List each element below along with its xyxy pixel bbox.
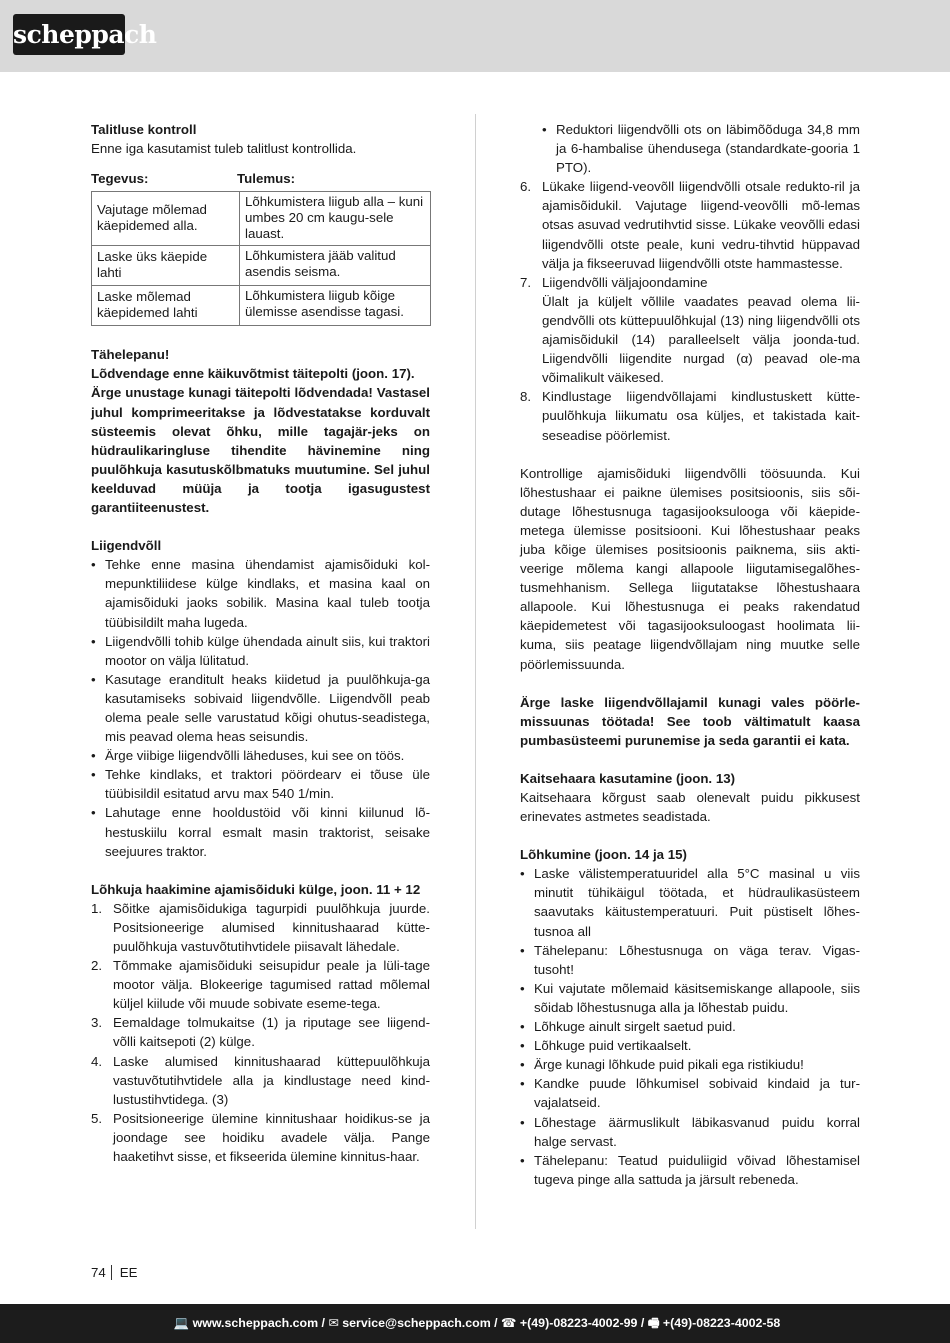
- table-cell: Laske mõlemad käepidemed lahti: [92, 286, 240, 326]
- item-number: 6.: [520, 179, 532, 195]
- table-row: [92, 246, 431, 286]
- list-item: • Tähelepanu: Teatud puiduliigid võivad lõhestamisel tugeva pinge alla sattuda ja järsult rebeneda.: [520, 1151, 860, 1189]
- section-title-splitting: Lõhkumine (joon. 14 ja 15): [520, 847, 687, 863]
- direction-check-text: Kontrollige ajamisõiduki liigendvõlli töösuunda. Kui lõhestushaar ei paikne ülemises positsioonis, siis sõi-dutage lõhestusnuga tagasijooksulooga või käepide-metega ülemisse positsiooni. Kui lõhestushaar peaks juba kõige ülemises positsioonis paiknema, siis akti-veerige mõlema kangi allapoole liigutamisegalõhes-tusmehhanism. Sellega liigutatakse lõhestushaara allapoole. Kui lõhestusnuga ei peaks rakendatud käepidemetest või tagasijooksuloogast hoolimata lii-kuma, siis peatage liigendvõllajam ning muutke selle pöörlemissuunda.: [520, 465, 860, 672]
- list-item: • Ärge kunagi lõhkude puid pikali ega ristikiudu!: [520, 1055, 860, 1074]
- table-cell: Vajutage mõlemad käepidemed alla.: [92, 192, 240, 246]
- page-number-separator: [111, 1265, 112, 1280]
- item-text: Eemaldage tolmukaitse (1) ja riputage see liigend-võlli kaitsepoti (2) külge.: [113, 1015, 430, 1050]
- section-title-pto-shaft: Liigendvõll: [91, 538, 162, 554]
- list-item: • Kandke puude lõhkumisel sobivaid kindaid ja tur-vajalatseid.: [520, 1074, 860, 1112]
- section-title-function-check: Talitluse kontroll: [91, 122, 197, 137]
- item-number: 3.: [91, 1015, 103, 1031]
- list-item: • Ärge viibige liigendvõlli läheduses, kui see on töös.: [91, 746, 430, 765]
- table-header: [91, 169, 430, 188]
- item-number: 1.: [91, 900, 103, 916]
- function-check-text: Enne iga kasutamist tuleb talitlust kontrollida.: [91, 141, 357, 157]
- warning-text-1: Lõdvendage enne käikuvõtmist täitepolti (joon. 17).: [91, 366, 415, 382]
- list-item: • Lahutage enne hooldustöid või kinni kiilunud lõ-hestuskiilu korral esmalt masin traktorist, seisake seejuures traktor.: [91, 803, 430, 860]
- warning-text-2: Ärge unustage kunagi täitepolti lõdvendada! Vastasel juhul komprimeeritakse ja lõdvestatakse korduvalt süsteemis olevat õhku, mille tagajär-jeks on hüdraulikaringluse tihendite hävinemine ning puulõhkuja kasutuskõlbmatuks muutumine. Sel juhul keelduvad müüja ja tootja igasugustest garantiiteenustest.: [91, 385, 430, 516]
- item-number: 8.: [520, 389, 532, 405]
- warning-title: Tähelepanu!: [91, 347, 170, 363]
- table-row: [92, 286, 431, 326]
- list-item: • Tähelepanu: Lõhestusnuga on väga terav. Vigas-tusoht!: [520, 941, 860, 979]
- list-item: [91, 956, 430, 1013]
- list-item: [520, 177, 860, 272]
- footer-contact-text: 💻 www.scheppach.com / ✉ service@scheppach.com / ☎ +(49)-08223-4002-99 / 🖷 +(49)-08223-4002-58: [173, 1316, 781, 1330]
- table-cell: Laske üks käepide lahti: [92, 246, 240, 286]
- list-item: • Kui vajutate mõlemaid käsitsemiskange allapoole, siis sõidab lõhestusnuga alla ja lõhestab puidu.: [520, 979, 860, 1017]
- item-number: 2.: [91, 958, 103, 974]
- list-item: • Liigendvõlli tohib külge ühendada ainult siis, kui traktori mootor on välja lülitatud.: [91, 632, 430, 670]
- item-text: Laske alumised kinnitushaarad küttepuulõhkuja vastuvõtutihvtidele alla ja kindlustage need kind-lustustihvtidega. (3): [113, 1053, 430, 1107]
- page-number: [91, 1265, 138, 1280]
- left-column: [91, 120, 430, 1166]
- function-check-table: [91, 191, 431, 326]
- list-item: • Laske välistemperatuuridel alla 5°C masinal u viis minutit tühikäigul töötada, et hüdraulikasüsteem saavutaks käitustemperatuuri. Puit püstiselt lõhes-tusnoa all: [520, 864, 860, 940]
- list-item: [91, 1013, 430, 1051]
- section-title-hitching: Lõhkuja haakimine ajamisõiduki külge, joon. 11 + 12: [91, 881, 421, 897]
- list-item: [91, 1109, 430, 1166]
- page-language: EE: [119, 1265, 138, 1280]
- table-cell: Lõhkumistera liigub kõige ülemisse asendisse tagasi.: [240, 286, 431, 326]
- guard-text: Kaitsehaara kõrgust saab olenevalt puidu pikkusest erinevates astmetes seadistada.: [520, 790, 860, 825]
- table-row: [92, 192, 431, 246]
- item-text: Liigendvõlli väljajoondamine: [542, 274, 708, 290]
- item-number: 5.: [91, 1110, 103, 1126]
- item-text: Sõitke ajamisõidukiga tagurpidi puulõhkuja juurde. Positsioneerige alumised kinnitushaarad kütte-puulõhkuja vastuvõtutihvtidele piisavalt lähedale.: [113, 900, 430, 954]
- item-number: 4.: [91, 1053, 103, 1069]
- table-header-action: Tegevus:: [91, 171, 149, 187]
- list-item: [91, 899, 430, 956]
- list-item: • Lõhkuge puid vertikaalselt.: [520, 1036, 860, 1055]
- item-number: 7.: [520, 274, 532, 290]
- right-column: [520, 120, 860, 1189]
- list-item: • Reduktori liigendvõlli ots on läbimõõduga 34,8 mm ja 6-hambalise ühendusega (standardkate-gooria 1 PTO).: [520, 120, 860, 177]
- list-item: [520, 387, 860, 444]
- column-divider: [475, 114, 476, 1229]
- list-item: [520, 273, 860, 388]
- scheppach-logo: scheppach: [13, 14, 125, 55]
- item-text: Positsioneerige ülemine kinnitushaar hoidikus-se ja joondage see hoidiku avadele välja. Pange haaketihvt sisse, et fikseerida ülemine kinnitus-haar.: [113, 1110, 430, 1165]
- page-number-value: 74: [91, 1265, 106, 1280]
- rotation-warning: Ärge laske liigendvõllajamil kunagi vales pöörle-missuunas töötada! See toob vältimatult kaasa pumbasüsteemi purunemise ja seda garantii ei kata.: [520, 694, 860, 748]
- item-text-continued: Ülalt ja küljelt võllile vaadates peavad olema lii-gendvõlli ots küttepuulõhkujal (13) ning liigendvõlli ots ajamisõidukil (14) paralleelselt välja joonda-tud. Liigendvõlli liigendite nurgad (α) peavad ole-ma võimalikult väikesed.: [542, 293, 860, 386]
- item-text: Kindlustage liigendvõllajami kindlustuskett kütte-puulõhkuja liikumatu osa küljes, et takistada kait-seseadise pöörlemist.: [542, 389, 860, 443]
- page-footer: [0, 1304, 950, 1343]
- list-item: [91, 1052, 430, 1109]
- list-item: • Tehke enne masina ühendamist ajamisõiduki kol-mepunktiliidese külge kindlaks, et masina kaal on ajamisõiduki jaoks sobilik. Masina kaal tuleb tootja tüübisildilt maha lugeda.: [91, 555, 430, 631]
- list-item: • Lõhestage äärmuslikult läbikasvanud puidu korral halge servast.: [520, 1113, 860, 1151]
- table-header-result: Tulemus:: [237, 171, 296, 187]
- table-cell: Lõhkumistera jääb valitud asendis seisma.: [240, 246, 431, 286]
- item-text: Tõmmake ajamisõiduki seisupidur peale ja lüli-tage mootor välja. Blokeerige tagumised rattad mõlemal küljel kiilude või muude sobivate eseme-tega.: [113, 958, 430, 1012]
- page-header: [0, 0, 950, 72]
- list-item: • Lõhkuge ainult sirgelt saetud puid.: [520, 1017, 860, 1036]
- item-text: Lükake liigend-veovõll liigendvõlli otsale redukto-ril ja ajamisõidukil. Vajutage liigend-veovõlli mõ-lemas otsas asuvad vedrutihvtid sisse. Lükake veovõlli edasi liigendvõlli otste peale, kuni vedru-tihvtid hüppavad välja ja fikseeruvad liigendvõlli otste hammastesse.: [542, 179, 860, 271]
- table-cell: Lõhkumistera liigub alla – kuni umbes 20 cm kaugu-sele lauast.: [240, 192, 431, 246]
- list-item: • Tehke kindlaks, et traktori pöördearv ei tõuse üle tüübisildil esitatud arvu max 540 1/min.: [91, 765, 430, 803]
- section-title-guard: Kaitsehaara kasutamine (joon. 13): [520, 770, 736, 786]
- list-item: • Kasutage eranditult heaks kiidetud ja puulõhkuja-ga kasutamiseks sobivaid liigendvõlle. Liigendvõll peab olema peale selle varustatud kõigi ohutus-seadistega, mis peavad olema heas seisundis.: [91, 670, 430, 746]
